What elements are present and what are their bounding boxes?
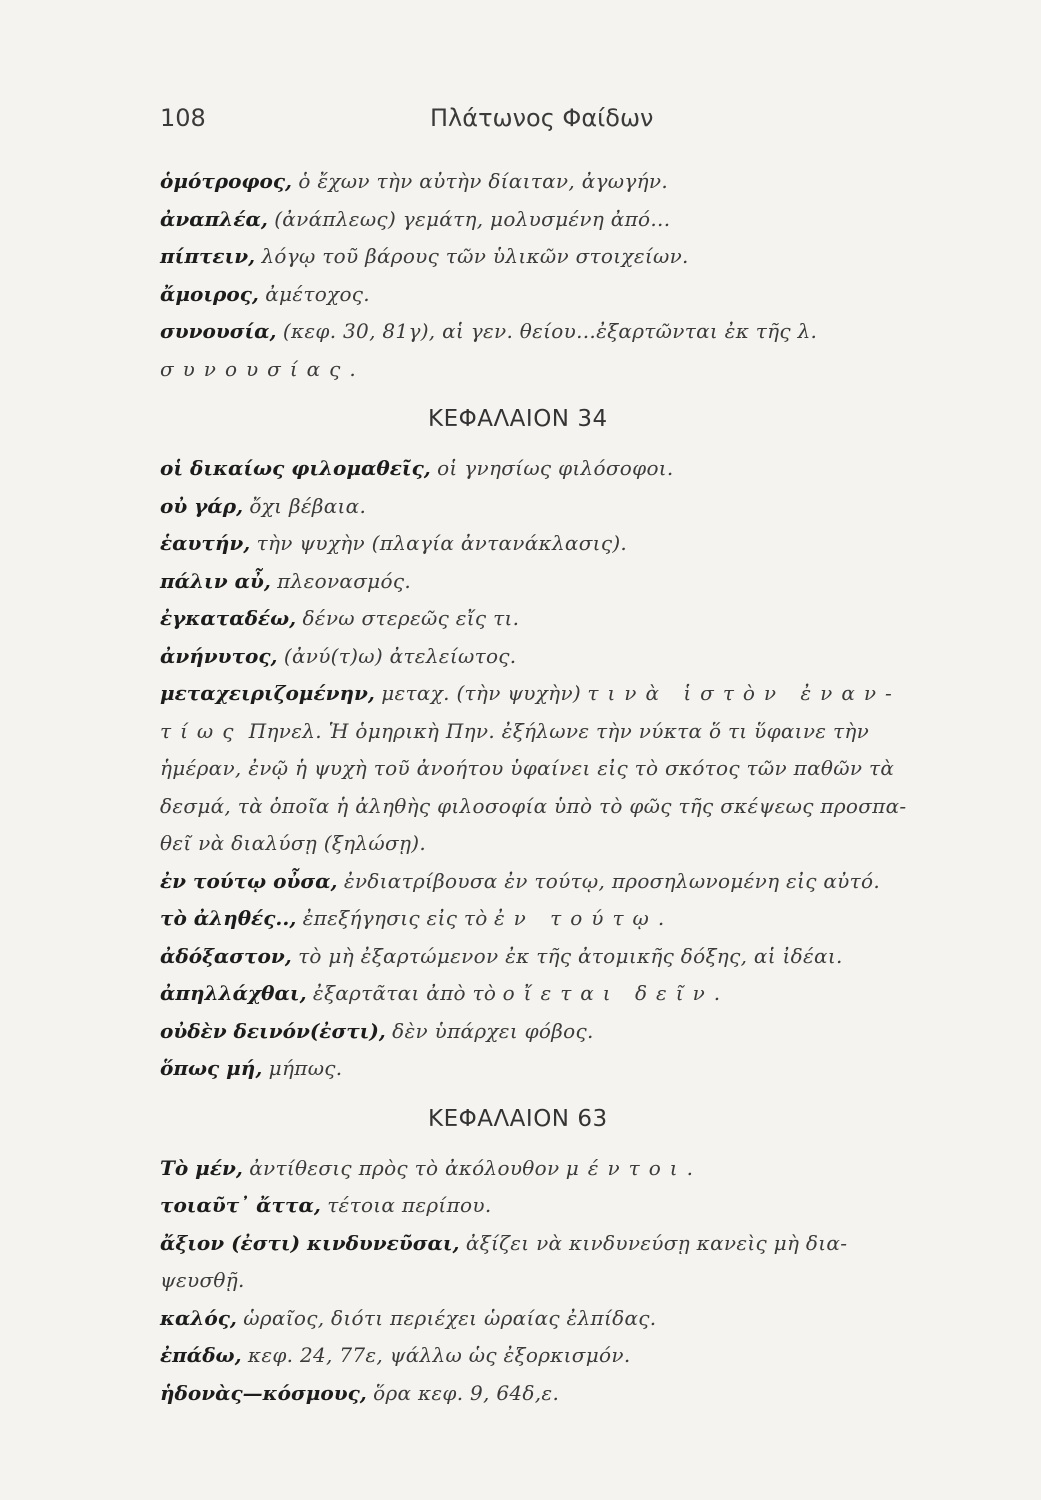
gloss-text: ἐξαρτᾶται ἀπὸ τὸ <box>312 981 497 1005</box>
gloss-text: τὸ μὴ ἐξαρτώμενον ἐκ τῆς ἀτομικῆς δόξης, αἱ ἰδέαι. <box>298 943 843 968</box>
gloss-text: τέτοια περίπου. <box>327 1193 492 1217</box>
gloss-text: ἐπεξήγησις εἰς τὸ <box>302 906 488 930</box>
lemma-word: ἐγκαταδέω, <box>160 606 297 630</box>
lemma-word: ἀνήνυτος, <box>160 643 278 668</box>
gloss-text: κεφ. 24, 77ε, ψάλλω ὡς ἐξορκισμόν. <box>247 1343 631 1367</box>
lemma-word: ἀδόξαστον, <box>160 943 292 968</box>
gloss-text: ἀξίζει νὰ κινδυνεύσῃ κανεὶς μὴ δια- <box>465 1230 848 1255</box>
spaced-text: τίως <box>160 718 243 743</box>
glossary-line <box>160 675 1020 713</box>
gloss-text: δὲν ὑπάρχει φόβος. <box>392 1018 594 1043</box>
lemma-word: ἐπάδω, <box>160 1343 242 1367</box>
glossary-line <box>160 975 1020 1013</box>
glossary-line <box>160 900 1020 938</box>
lemma-word: συνουσία, <box>160 319 277 343</box>
lemma-word: οἱ δικαίως φιλομαθεῖς, <box>160 456 431 480</box>
glossary-line <box>160 1262 1020 1300</box>
glossary-line <box>160 201 1020 239</box>
gloss-text: (ἀνάπλεως) γεμάτη, μολυσμένη ἀπό... <box>274 206 671 231</box>
glossary-line <box>160 600 1020 638</box>
glossary-line <box>160 276 1020 314</box>
lemma-word: καλός, <box>160 1305 237 1330</box>
glossary-line <box>160 825 1020 863</box>
glossary-block-1 <box>160 163 1020 388</box>
gloss-text: ὅρα κεφ. 9, 64δ,ε. <box>373 1380 560 1405</box>
gloss-text: τὴν ψυχὴν (πλαγία ἀντανάκλασις). <box>256 531 628 555</box>
page-number: 108 <box>160 104 206 132</box>
lemma-word: ἑαυτήν, <box>160 531 251 555</box>
glossary-block-2 <box>160 450 1020 1088</box>
lemma-word: μεταχειριζομένην, <box>160 681 375 705</box>
lemma-word: ἄξιον (ἐστι) κινδυνεῦσαι, <box>160 1230 460 1255</box>
lemma-word: ἐν τούτῳ οὖσα, <box>160 868 338 893</box>
gloss-text: ὁ ἔχων τὴν αὐτὴν δίαιταν, ἀγωγήν. <box>298 169 669 193</box>
glossary-line <box>160 1225 1020 1263</box>
lemma-word: πάλιν αὖ, <box>160 568 271 593</box>
gloss-text: (ἀνύ(τ)ω) ἀτελείωτος. <box>283 643 517 668</box>
lemma-word: ὁμότροφος, <box>160 169 292 193</box>
spaced-text: μέντοι. <box>565 1155 702 1180</box>
glossary-line <box>160 788 1020 826</box>
glossary-line <box>160 1013 1020 1051</box>
glossary-line <box>160 563 1020 601</box>
spaced-text: οἴεται δεῖν. <box>502 981 730 1005</box>
gloss-text: ἐνδιατρίβουσα ἐν τούτῳ, προσηλωνομένη εἰς αὐτό. <box>343 868 880 893</box>
gloss-text: οἱ γνησίως φιλόσοφοι. <box>437 456 674 480</box>
spaced-text: ἐν τούτῳ. <box>493 906 674 930</box>
lemma-word: οὐδὲν δεινόν(ἐστι), <box>160 1018 386 1043</box>
lemma-word: τὸ ἀληθές.., <box>160 906 297 930</box>
gloss-text: δεσμά, τὰ ὁποῖα ἡ ἀληθὴς φιλοσοφία ὑπὸ τὸ φῶς τῆς σκέψεως προσπα- <box>160 793 907 818</box>
glossary-line <box>160 488 1020 526</box>
gloss-text: (κεφ. 30, 81γ), αἱ γεν. θείου...ἐξαρτῶνται ἐκ τῆς λ. <box>282 319 818 343</box>
glossary-line <box>160 238 1020 276</box>
glossary-line <box>160 313 1020 351</box>
spaced-text: τινὰ ἱστὸν ἐναν- <box>587 681 901 705</box>
gloss-text: ψευσθῇ. <box>160 1268 245 1292</box>
gloss-text: ἡμέραν, ἐνῷ ἡ ψυχὴ τοῦ ἀνοήτου ὑφαίνει εἰς τὸ σκότος τῶν παθῶν τὰ <box>160 756 895 780</box>
gloss-text: μήπως. <box>268 1056 343 1080</box>
gloss-text: ὡραῖος, διότι περιέχει ὡραίας ἐλπίδας. <box>243 1305 657 1330</box>
lemma-word: ἡδονὰς—κόσμους, <box>160 1380 367 1405</box>
glossary-line <box>160 1187 1020 1225</box>
glossary-line <box>160 163 1020 201</box>
glossary-line <box>160 1150 1020 1188</box>
gloss-text: ἀμέτοχος. <box>265 281 370 306</box>
glossary-line <box>160 1337 1020 1375</box>
glossary-line <box>160 638 1020 676</box>
lemma-word: ἄμοιρος, <box>160 281 259 306</box>
gloss-text: μεταχ. (τὴν ψυχὴν) <box>381 681 582 705</box>
page-header <box>160 104 880 144</box>
gloss-text: ὄχι βέβαια. <box>249 493 367 518</box>
glossary-line <box>160 713 1020 751</box>
gloss-text: Πηνελ. Ἡ ὁμηρικὴ Πην. ἐξήλωνε τὴν νύκτα ὅ τι ὕφαινε τὴν <box>248 718 870 743</box>
glossary-line <box>160 351 1020 389</box>
running-title: Πλάτωνος Φαίδων <box>430 104 654 132</box>
glossary-line <box>160 938 1020 976</box>
lemma-word: πίπτειν, <box>160 244 256 268</box>
chapter-heading-63: ΚΕΦΑΛΑΙΟΝ 63 <box>428 1105 608 1132</box>
glossary-line <box>160 750 1020 788</box>
glossary-line <box>160 1375 1020 1413</box>
gloss-text: θεῖ νὰ διαλύσῃ (ξηλώσῃ). <box>160 831 426 855</box>
lemma-word: ὅπως μή, <box>160 1056 263 1080</box>
gloss-text: πλεονασμός. <box>277 568 411 593</box>
lemma-word: ἀναπλέα, <box>160 206 268 231</box>
lemma-word: τοιαῦτ᾿ ἄττα, <box>160 1193 321 1217</box>
lemma-word: ἀπηλλάχθαι, <box>160 981 307 1005</box>
glossary-block-3 <box>160 1150 1020 1413</box>
gloss-text: λόγῳ τοῦ βάρους τῶν ὑλικῶν στοιχείων. <box>261 244 689 268</box>
gloss-text: ἀντίθεσις πρὸς τὸ ἀκόλουθον <box>249 1155 560 1180</box>
glossary-line <box>160 863 1020 901</box>
glossary-line <box>160 525 1020 563</box>
glossary-line <box>160 1050 1020 1088</box>
glossary-line <box>160 450 1020 488</box>
glossary-line <box>160 1300 1020 1338</box>
lemma-word: Τὸ μέν, <box>160 1155 243 1180</box>
chapter-heading-34: ΚΕΦΑΛΑΙΟΝ 34 <box>428 406 608 432</box>
spaced-text: συνουσίας. <box>160 356 365 381</box>
glossary-entries <box>160 163 1020 1412</box>
lemma-word: οὐ γάρ, <box>160 493 244 518</box>
gloss-text: δένω στερεῶς εἴς τι. <box>302 606 520 630</box>
